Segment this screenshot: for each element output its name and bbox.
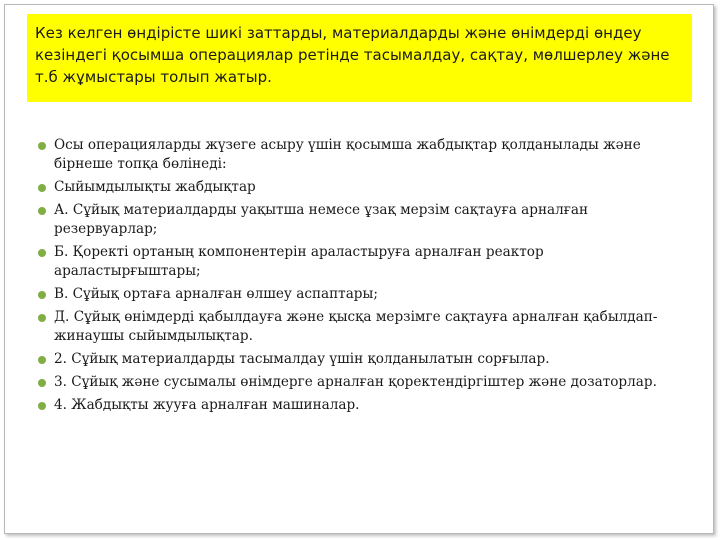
list-item	[38, 201, 678, 239]
list-item	[38, 136, 678, 174]
list-item-text: 4. Жабдықты жууға арналған машиналар.	[54, 397, 360, 413]
list-item	[38, 178, 678, 197]
bullet-icon	[38, 291, 46, 299]
title-box	[27, 14, 692, 102]
list-item	[38, 350, 678, 369]
list-item-text: В. Сұйық ортаға арналған өлшеу аспаптары;	[54, 286, 378, 302]
bullet-icon	[38, 356, 46, 364]
bullet-list	[38, 136, 678, 419]
bullet-icon	[38, 184, 46, 192]
list-item-text: А. Сұйық материалдарды уақытша немесе ұзақ мерзім сақтауға арналған резервуарлар;	[54, 202, 589, 237]
bullet-icon	[38, 314, 46, 322]
bullet-icon	[38, 379, 46, 387]
bullet-icon	[38, 402, 46, 410]
list-item-text: Осы операцияларды жүзеге асыру үшін қосымша жабдықтар қолданылады және бірнеше топқа бөлінеді:	[54, 137, 641, 172]
list-item	[38, 396, 678, 415]
list-item-text: 3. Сұйық және сусымалы өнімдерге арналған қоректендіргіштер және дозаторлар.	[54, 374, 657, 390]
list-item-text: Д. Сұйық өнімдерді қабылдауға және қысқа мерзімге сақтауға арналған қабылдап-жинаушы сыйымдылықтар.	[54, 309, 658, 344]
list-item	[38, 243, 678, 281]
list-item-text: Сыйымдылықты жабдықтар	[54, 179, 256, 195]
list-item	[38, 308, 678, 346]
bullet-icon	[38, 207, 46, 215]
slide-title: Кез келген өндірісте шикі заттарды, материалдарды және өнімдерді өндеу кезіндегі қосымша операциялар ретінде тасымалдау, сақтау, мөлшерлеу және т.б жұмыстары толып жатыр.	[35, 24, 670, 86]
list-item-text: 2. Сұйық материалдарды тасымалдау үшін қолданылатын сорғылар.	[54, 351, 550, 367]
bullet-icon	[38, 142, 46, 150]
list-item-text: Б. Қоректі ортаның компонентерін араластыруға арналған реактор араластырғыштары;	[54, 244, 544, 279]
bullet-icon	[38, 249, 46, 257]
list-item	[38, 373, 678, 392]
list-item	[38, 285, 678, 304]
